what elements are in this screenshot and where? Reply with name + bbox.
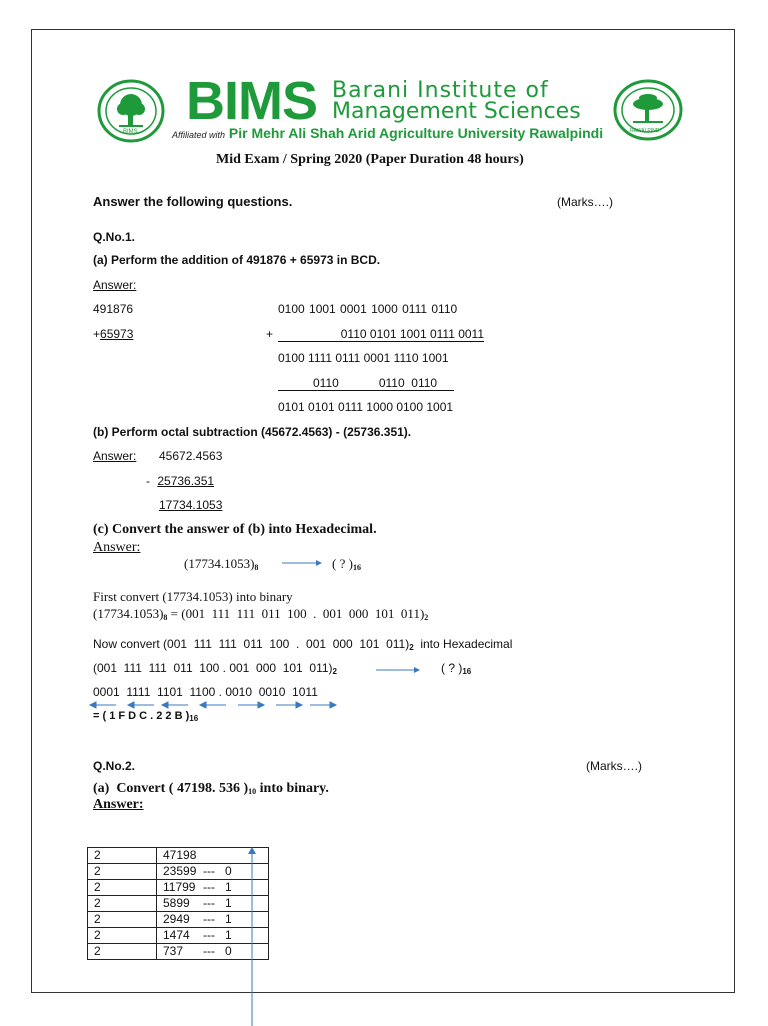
table-row: [88, 944, 269, 960]
quotient-value: 23599: [163, 864, 197, 878]
q1b-answer-label: Answer:: [93, 449, 137, 463]
bcd-plus-sign: +: [266, 327, 274, 341]
q1c-question: (c) Convert the answer of (b) into Hexadecimal.: [93, 522, 377, 537]
quotient-value: 737: [163, 944, 184, 958]
q1c-expression: [184, 556, 258, 572]
binary-rhs-base: 2: [424, 613, 429, 622]
table-row: [88, 912, 269, 928]
binary-rhs: = (001 111 111 011 100 . 001 000 101 011): [167, 606, 425, 621]
right-seal-caption: RAWALPINDI: [630, 128, 661, 134]
q1b-subtrahend-line: [146, 474, 214, 488]
nibbles-line: 0001 1111 1101 1100 . 0010 0010 1011: [93, 685, 318, 699]
divisor-cell: 2: [88, 928, 157, 944]
table-row: [88, 880, 269, 896]
separator-dashes: ---: [203, 912, 215, 926]
q1c-target-base: 16: [352, 563, 361, 572]
grouping-text: (001 111 111 011 100 . 001 000 101 011): [93, 661, 333, 675]
first-convert-line: First convert (17734.1053) into binary: [93, 589, 293, 604]
divisor-cell: 2: [88, 896, 157, 912]
q2a-question-prefix: (a) Convert ( 47198. 536 ): [93, 781, 249, 796]
q2a-question: [93, 781, 329, 797]
grouping-base: 2: [332, 667, 337, 676]
q1b-minuend: 45672.4563: [159, 449, 223, 463]
q1c-answer-label: Answer:: [93, 540, 141, 555]
affiliated-prefix: Affiliated with: [172, 130, 226, 140]
q1a-decimal-2: [93, 327, 133, 341]
arrow-up-icon: [246, 846, 258, 1026]
left-seal-caption: BIMS: [123, 129, 138, 135]
institute-name-line2: Management Sciences: [332, 99, 581, 124]
q1b-minus-sign: -: [146, 474, 150, 488]
division-table: [87, 847, 269, 960]
table-row: [88, 848, 269, 864]
quotient-value: 1474: [163, 928, 190, 942]
table-row: [88, 896, 269, 912]
remainder-value: 0: [225, 944, 232, 958]
marks-q2: (Marks….): [586, 759, 642, 773]
affiliation-line: [172, 125, 603, 141]
bcd-row-2: [278, 327, 484, 342]
hex-result-base: 16: [189, 714, 199, 723]
grouping-target-base: 16: [462, 667, 472, 676]
q1b-question: (b) Perform octal subtraction (45672.4563) - (25736.351).: [93, 425, 412, 439]
q1b-result: 17734.1053: [159, 498, 223, 512]
q1c-expr-value: (17734.1053): [184, 556, 255, 571]
table-row: [88, 928, 269, 944]
bcd-row-5: 0101 0101 0111 1000 0100 1001: [278, 400, 454, 414]
institute-name-line1: Barani Institute of: [332, 78, 549, 103]
grouping-target: [441, 661, 471, 676]
now-convert-tail: into Hexadecimal: [413, 637, 513, 651]
separator-dashes: ---: [203, 880, 215, 894]
quotient-value: 11799: [163, 880, 196, 894]
separator-dashes: ---: [203, 928, 215, 942]
q2a-question-suffix: into binary.: [256, 781, 329, 796]
grouping-target-q: ( ? ): [441, 661, 463, 675]
arrow-right-icon: [282, 558, 322, 568]
bcd-row-2-text: 0110 0101 1001 0111 0011: [340, 327, 484, 341]
arrow-right-icon: [376, 665, 420, 675]
division-table-body: [88, 848, 269, 960]
q1a-decimal-1: 491876: [93, 302, 134, 316]
separator-dashes: ---: [203, 944, 215, 958]
binary-lhs: (17734.1053): [93, 606, 164, 621]
divisor-cell: 2: [88, 864, 157, 880]
quotient-value: 2949: [163, 912, 190, 926]
binary-value-line: [93, 606, 428, 622]
bims-logo-text: BIMS: [186, 71, 317, 131]
bcd-row-1: 0100 1001 0001 1000 0111 0110: [278, 302, 458, 316]
q2-heading: Q.No.2.: [93, 759, 136, 773]
divisor-cell: 2: [88, 944, 157, 960]
table-row: [88, 864, 269, 880]
bcd-row-4: [278, 376, 454, 391]
divisor-cell: 2: [88, 880, 157, 896]
q1a-plus-sign: +: [93, 327, 101, 341]
q1c-target-q: ( ? ): [332, 556, 353, 571]
separator-dashes: ---: [203, 896, 215, 910]
remainder-value: 0: [225, 864, 232, 878]
exam-title: Mid Exam / Spring 2020 (Paper Duration 48 hours): [216, 152, 524, 167]
remainder-value: 1: [225, 880, 232, 894]
q1a-decimal-2-value: 65973: [100, 327, 134, 341]
q1c-target: [332, 556, 361, 572]
separator-dashes: ---: [203, 864, 215, 878]
binary-lhs-base: 8: [163, 613, 168, 622]
q2a-answer-label: Answer:: [93, 797, 144, 812]
now-convert-line: [93, 637, 512, 652]
instruction-text: Answer the following questions.: [93, 194, 293, 209]
bcd-row-3: 0100 1111 0111 0001 1110 1001: [278, 351, 449, 365]
q2a-question-base: 10: [248, 787, 257, 796]
now-convert-text: Now convert (001 111 111 011 100 . 001 000 101 011): [93, 637, 410, 651]
now-convert-base: 2: [409, 643, 414, 652]
grouping-line: [93, 661, 337, 676]
remainder-value: 1: [225, 928, 232, 942]
q1a-question: (a) Perform the addition of 491876 + 65973 in BCD.: [93, 253, 381, 267]
marks-q1: (Marks….): [557, 195, 613, 209]
hex-result: [93, 710, 198, 723]
q1-heading: Q.No.1.: [93, 230, 136, 244]
q1a-answer-label: Answer:: [93, 278, 137, 292]
remainder-value: 1: [225, 896, 232, 910]
affiliated-university: Pir Mehr Ali Shah Arid Agriculture University Rawalpindi: [228, 125, 604, 141]
bcd-row-4-text: 0110 0110 0110: [313, 376, 438, 390]
quotient-value: 5899: [163, 896, 190, 910]
remainder-value: 1: [225, 912, 232, 926]
q1b-subtrahend: 25736.351: [157, 474, 215, 488]
divisor-cell: 2: [88, 912, 157, 928]
quotient-value: 47198: [163, 848, 197, 862]
divisor-cell: 2: [88, 848, 157, 864]
hex-result-text: = ( 1 F D C . 2 2 B ): [93, 710, 190, 722]
q1c-expr-base: 8: [254, 563, 259, 572]
